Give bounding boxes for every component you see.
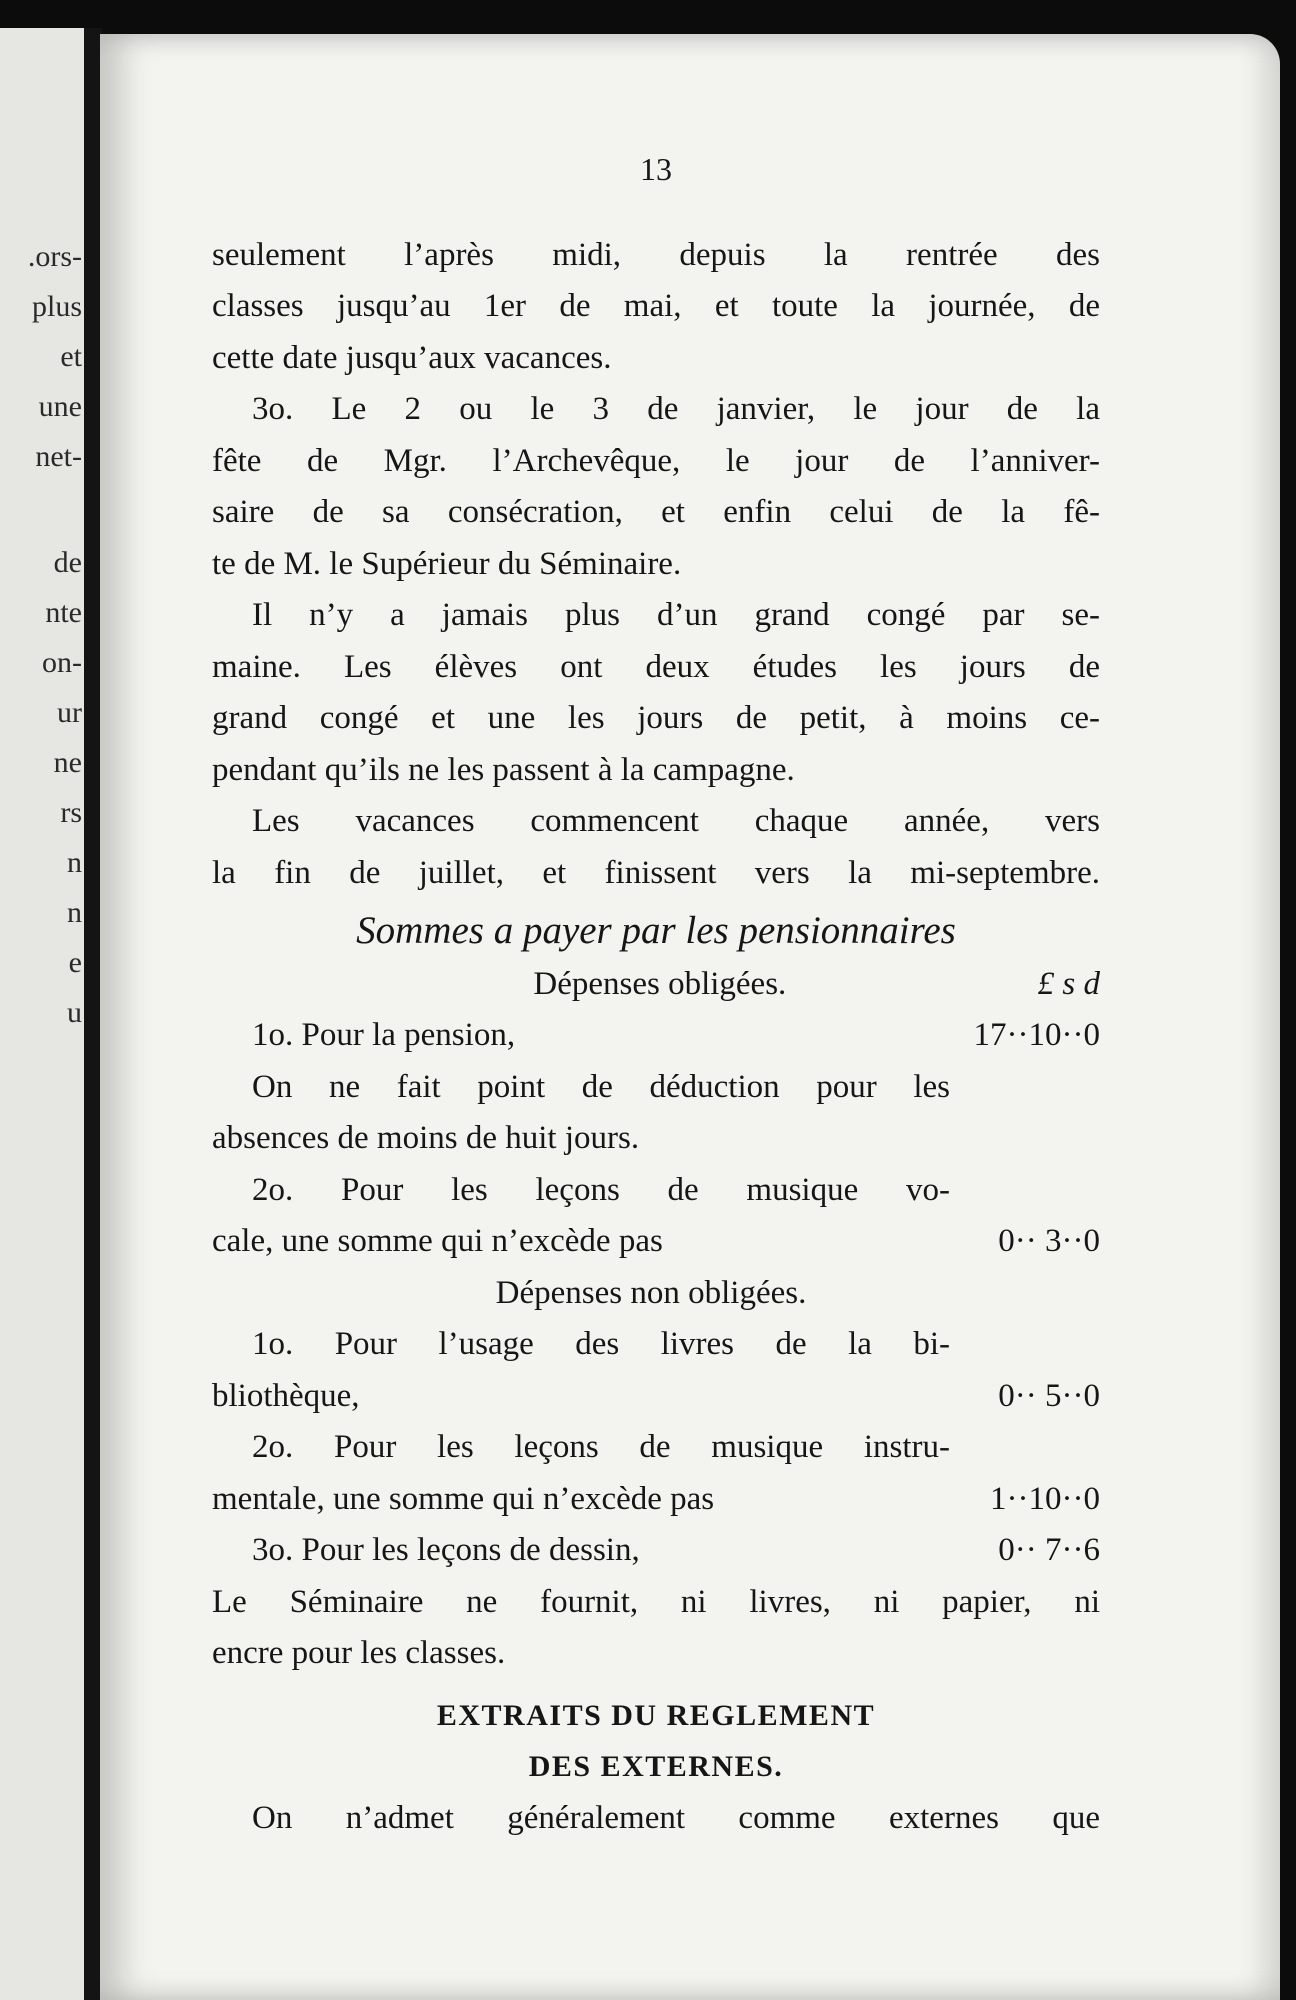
fee-label: 3o. Pour les leçons de dessin, bbox=[252, 1532, 640, 1568]
fee-label: mentale, une somme qui n’excède pas bbox=[212, 1480, 715, 1517]
facing-page-fragment: nte bbox=[45, 596, 82, 629]
text-line: saire de sa consécration, et enfin celui de la fê- bbox=[212, 494, 1100, 530]
facing-page-fragment: n bbox=[67, 846, 82, 879]
optional-expenses-heading: Dépenses non obligées. bbox=[495, 1274, 807, 1311]
fee-label: cale, une somme qui n’excède pas bbox=[212, 1223, 663, 1259]
text-line: maine. Les élèves ont deux études les jours de bbox=[212, 648, 1100, 685]
facing-page-edge bbox=[0, 28, 92, 2000]
currency-columns: £ s d bbox=[1037, 965, 1100, 1002]
fee-label: 1o. Pour la pension, bbox=[252, 1017, 516, 1053]
fees-heading: Sommes a payer par les pensionnaires bbox=[356, 909, 956, 952]
facing-page-fragment: on- bbox=[42, 646, 82, 679]
paragraph-vacances bbox=[212, 796, 1100, 899]
required-expenses-heading: Dépenses obligées. bbox=[533, 965, 787, 1002]
fee-label-line: 2o. Pour les leçons de musique instru- bbox=[252, 1429, 950, 1465]
fee-row-pension bbox=[212, 1010, 1100, 1062]
fee-amount: 0·· 7··6 bbox=[998, 1532, 1100, 1568]
facing-page-fragment: de bbox=[53, 546, 82, 579]
text-line: Il n’y a jamais plus d’un grand congé par se- bbox=[252, 597, 1100, 633]
facing-page-fragment: une bbox=[38, 390, 82, 423]
text-line: classes jusqu’au 1er de mai, et toute la journée, de bbox=[212, 288, 1100, 324]
text-line: la fin de juillet, et finissent vers la mi-septembre. bbox=[212, 854, 1100, 891]
facing-page-fragment: rs bbox=[60, 796, 82, 829]
fee-row-library bbox=[212, 1371, 1100, 1423]
facing-page-fragment: .ors- bbox=[27, 240, 82, 273]
page-number: 13 bbox=[640, 151, 672, 187]
required-expenses-header bbox=[212, 959, 1100, 1011]
fee-amount: 0·· 5··0 bbox=[998, 1377, 1100, 1414]
fee-label: bliothèque, bbox=[212, 1377, 360, 1414]
text-line: encre pour les classes. bbox=[212, 1635, 506, 1671]
facing-page-fragment: net- bbox=[35, 440, 82, 473]
paragraph-rentree bbox=[212, 230, 1100, 385]
fee-label-line: 1o. Pour l’usage des livres de la bi- bbox=[252, 1326, 950, 1362]
book-page bbox=[100, 34, 1280, 2000]
facing-page-fragment: plus bbox=[31, 290, 82, 323]
text-line: absences de moins de huit jours. bbox=[212, 1120, 640, 1156]
facing-page-fragment: ne bbox=[53, 746, 82, 779]
facing-page-fragment: ur bbox=[57, 696, 82, 729]
text-line: te de M. le Supérieur du Séminaire. bbox=[212, 545, 682, 582]
fee-row-instrumental-music bbox=[212, 1474, 1100, 1526]
fee-amount: 17··10··0 bbox=[973, 1017, 1100, 1053]
fee-row-drawing bbox=[212, 1525, 1100, 1577]
text-line: seulement l’après midi, depuis la rentrée des bbox=[212, 236, 1100, 273]
text-line: grand congé et une les jours de petit, à moins ce- bbox=[212, 700, 1100, 736]
facing-page-fragment: et bbox=[60, 340, 82, 373]
text-line: Les vacances commencent chaque année, vers bbox=[252, 803, 1100, 839]
fee-label-line: 2o. Pour les leçons de musique vo- bbox=[252, 1171, 950, 1208]
page-content bbox=[212, 144, 1100, 1844]
section-heading: EXTRAITS DU REGLEMENT bbox=[436, 1698, 876, 1732]
paragraph-conges bbox=[212, 384, 1100, 590]
paragraph-grand-conge bbox=[212, 590, 1100, 796]
paragraph-supplies bbox=[212, 1577, 1100, 1680]
text-line: On n’admet généralement comme externes que bbox=[252, 1799, 1100, 1836]
fee-row-vocal-music bbox=[212, 1216, 1100, 1268]
facing-page-fragment: e bbox=[68, 946, 82, 979]
fee-amount: 1··10··0 bbox=[990, 1480, 1100, 1517]
section-heading-continued: DES EXTERNES. bbox=[528, 1750, 784, 1783]
fee-amount: 0·· 3··0 bbox=[998, 1223, 1100, 1259]
text-line: pendant qu’ils ne les passent à la campagne. bbox=[212, 751, 795, 788]
text-line: cette date jusqu’aux vacances. bbox=[212, 339, 612, 376]
text-line: On ne fait point de déduction pour les bbox=[252, 1068, 950, 1105]
text-line: Le Séminaire ne fournit, ni livres, ni papier, ni bbox=[212, 1583, 1100, 1620]
facing-page-fragment: n bbox=[67, 896, 82, 929]
facing-page-fragment: u bbox=[67, 996, 82, 1029]
text-line: 3o. Le 2 ou le 3 de janvier, le jour de la bbox=[252, 391, 1100, 427]
text-line: fête de Mgr. l’Archevêque, le jour de l’anniver- bbox=[212, 442, 1100, 479]
